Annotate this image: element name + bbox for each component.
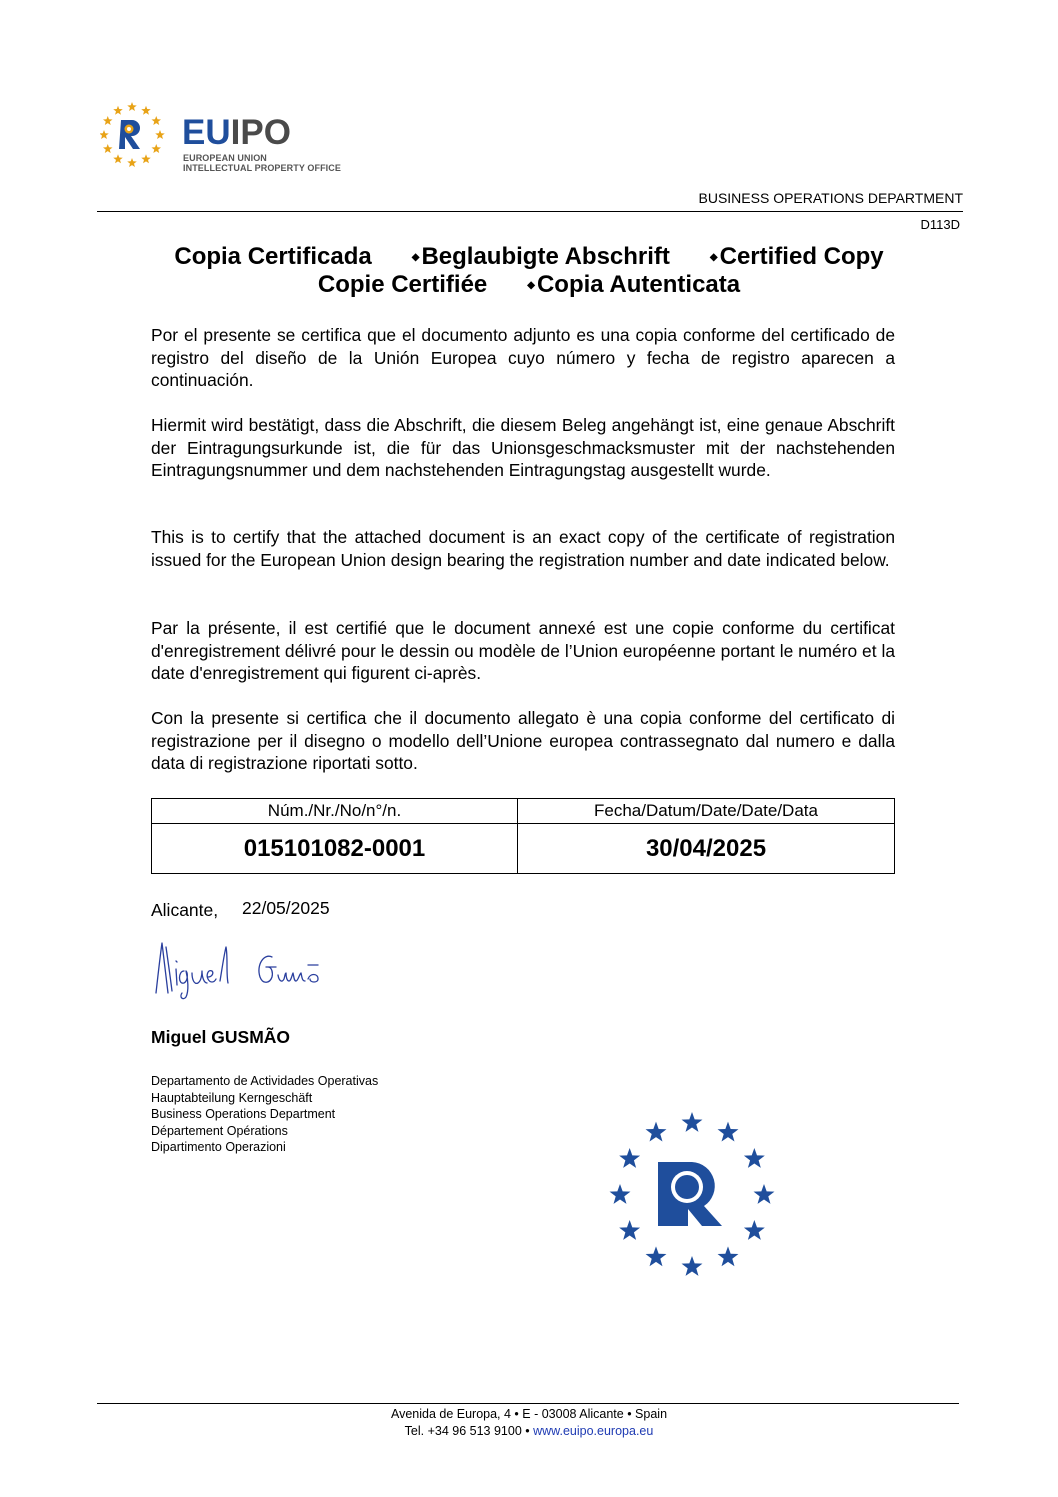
title-es: Copia Certificada	[174, 243, 372, 270]
star-icon	[682, 1256, 703, 1276]
logo-ipo: IPO	[230, 113, 291, 152]
footer-contact	[0, 1423, 1058, 1439]
issue-date: 22/05/2025	[242, 898, 330, 918]
star-icon	[754, 1184, 775, 1204]
list-item: Dipartimento Operazioni	[151, 1140, 286, 1154]
footer-divider	[97, 1403, 959, 1404]
star-icon	[151, 116, 161, 125]
paragraph-it: Con la presente si certifica che il documento allegato è una copia conforme del certificato di registrazione per il disegno o modello dell’Unione europea contrassegnato dal numero e dalla data di registrazione riportati sotto.	[151, 708, 895, 773]
document-code: D113D	[920, 217, 960, 232]
title-de: Beglaubigte Abschrift	[421, 243, 670, 270]
star-icon	[151, 144, 161, 153]
list-item: Departamento de Actividades Operativas	[151, 1074, 379, 1088]
website-link[interactable]: www.euipo.europa.eu	[533, 1424, 654, 1438]
footer-phone: Tel. +34 96 513 9100 •	[404, 1424, 534, 1438]
footer-address: Avenida de Europa, 4 • E - 03008 Alicante • Spain	[390, 1407, 668, 1421]
star-icon	[718, 1246, 739, 1266]
star-icon	[744, 1220, 765, 1240]
title-line-2	[0, 271, 1058, 299]
star-icon	[619, 1220, 640, 1240]
star-icon	[103, 144, 113, 153]
logo-subtitle	[183, 153, 341, 173]
registration-number: 015101082-0001	[152, 824, 518, 874]
star-icon	[682, 1112, 703, 1132]
header-divider	[97, 211, 963, 212]
r-mark-icon	[119, 120, 140, 149]
star-icon	[127, 102, 137, 111]
star-icon	[103, 116, 113, 125]
logo-subtitle-line2: INTELLECTUAL PROPERTY OFFICE	[183, 163, 341, 173]
diamond-separator-icon: ◆	[709, 252, 718, 264]
star-icon	[744, 1148, 765, 1168]
star-icon	[113, 154, 123, 163]
place-label: Alicante,	[151, 900, 219, 920]
star-icon	[100, 130, 109, 139]
star-icon	[619, 1148, 640, 1168]
paragraph-fr: Par la présente, il est certifié que le document annexé est une copie conforme du certificat d'enregistrement délivré pour le dessin ou modèle de l’Union européenne portant le numéro et la date d'enregistrement qui figurent ci-après.	[151, 618, 895, 683]
euipo-emblem-icon	[609, 1110, 775, 1280]
number-header: Núm./Nr./No/n°/n.	[152, 799, 518, 824]
star-icon	[113, 106, 123, 115]
registration-table	[151, 798, 895, 874]
department-list	[151, 1073, 378, 1156]
list-item: Département Opérations	[151, 1123, 288, 1138]
star-icon	[141, 154, 151, 163]
star-icon	[610, 1184, 631, 1204]
star-icon	[646, 1122, 667, 1142]
handwritten-signature-icon	[148, 935, 338, 1005]
title-it: Copia Autenticata	[536, 271, 741, 298]
r-emblem-icon	[658, 1162, 722, 1226]
star-icon	[127, 158, 137, 167]
paragraph-de: Hiermit wird bestätigt, dass die Abschrift, die diesem Beleg angehängt ist, eine genaue Abschrift der Eintragungsurkunde ist, die für das Unionsgeschmacksmuster mit der nachstehenden Eintragungsnummer und dem nachstehenden Eintragungstag ausgestellt wurde.	[151, 415, 895, 480]
paragraph-es: Por el presente se certifica que el documento adjunto es una copia conforme del certificado de registro del diseño de la Unión Europea cuyo número y fecha de registro aparecen a continuación.	[151, 325, 895, 390]
title-fr: Copie Certifiée	[317, 271, 488, 298]
star-icon	[646, 1246, 667, 1266]
registration-date: 30/04/2025	[518, 824, 895, 874]
star-icon	[718, 1122, 739, 1142]
logo-subtitle-line1: EUROPEAN UNION	[183, 153, 267, 163]
logo-wordmark	[182, 113, 291, 153]
list-item: Business Operations Department	[151, 1107, 336, 1121]
signer-name: Miguel GUSMÃO	[151, 1027, 291, 1047]
diamond-separator-icon: ◆	[527, 280, 535, 292]
department-header: BUSINESS OPERATIONS DEPARTMENT	[698, 190, 963, 206]
star-icon	[141, 106, 151, 115]
logo-eu: EU	[182, 113, 231, 152]
list-item: Hauptabteilung Kerngeschäft	[151, 1090, 313, 1105]
title-en: Certified Copy	[719, 243, 884, 270]
title-line-1	[0, 243, 1058, 271]
table-row	[152, 824, 895, 874]
diamond-separator-icon: ◆	[411, 252, 420, 264]
star-icon	[155, 130, 165, 139]
table-header-row	[152, 799, 895, 824]
date-header: Fecha/Datum/Date/Date/Data	[518, 799, 895, 824]
paragraph-en: This is to certify that the attached document is an exact copy of the certificate of registration issued for the European Union design bearing the registration number and date indicated below.	[151, 527, 895, 570]
